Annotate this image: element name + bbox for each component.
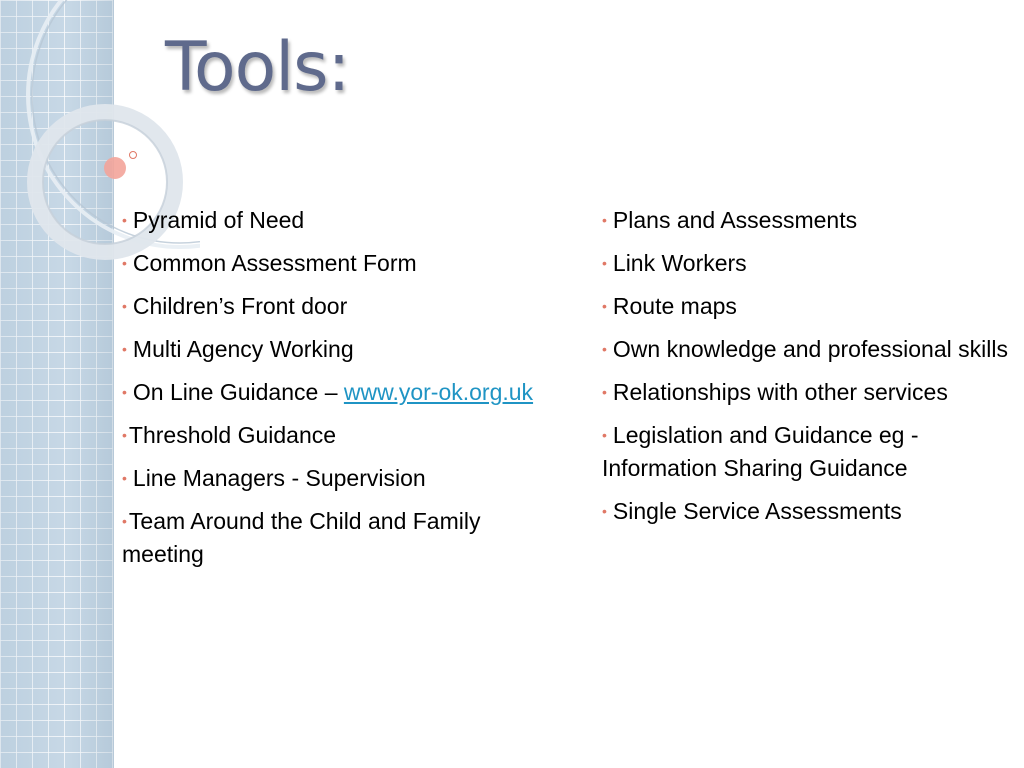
list-item bbox=[602, 204, 1012, 237]
item-text: Line Managers - Supervision bbox=[132, 465, 426, 491]
list-item bbox=[602, 290, 1012, 323]
item-text: Team Around the Child and Family meeting bbox=[122, 508, 481, 567]
list-item bbox=[122, 462, 602, 495]
bullet-icon: • bbox=[122, 212, 127, 228]
yor-ok-link[interactable]: www.yor-ok.org.uk bbox=[343, 379, 534, 405]
item-text: Link Workers bbox=[612, 250, 747, 276]
item-text: Plans and Assessments bbox=[612, 207, 858, 233]
item-text: Own knowledge and professional skills bbox=[612, 336, 1008, 362]
bullet-icon: • bbox=[122, 384, 127, 400]
bullet-icon: • bbox=[122, 513, 127, 529]
right-bullet-list bbox=[602, 204, 1012, 538]
left-bullet-list bbox=[122, 204, 602, 581]
list-item bbox=[122, 419, 602, 452]
item-text: Single Service Assessments bbox=[612, 498, 902, 524]
bullet-icon: • bbox=[602, 503, 607, 519]
list-item bbox=[602, 376, 1012, 409]
bullet-icon: • bbox=[602, 384, 607, 400]
bullet-icon: • bbox=[122, 427, 127, 443]
list-item bbox=[602, 247, 1012, 280]
slide-title: Tools: bbox=[165, 28, 350, 107]
bullet-icon: • bbox=[602, 255, 607, 271]
list-item bbox=[122, 290, 602, 323]
item-text: On Line Guidance – bbox=[132, 379, 344, 405]
bullet-icon: • bbox=[602, 341, 607, 357]
list-item bbox=[602, 495, 1012, 528]
bullet-icon: • bbox=[602, 212, 607, 228]
item-text: Pyramid of Need bbox=[132, 207, 305, 233]
bullet-icon: • bbox=[122, 341, 127, 357]
item-text: Legislation and Guidance eg - Information Sharing Guidance bbox=[602, 422, 919, 481]
item-text: Threshold Guidance bbox=[128, 422, 337, 448]
item-text: Children’s Front door bbox=[132, 293, 348, 319]
bullet-icon: • bbox=[602, 298, 607, 314]
coral-dot bbox=[104, 157, 126, 179]
item-text: Multi Agency Working bbox=[132, 336, 354, 362]
item-text: Route maps bbox=[612, 293, 737, 319]
tiny-ring-dot bbox=[130, 152, 137, 159]
list-item bbox=[602, 333, 1012, 366]
item-text: Relationships with other services bbox=[612, 379, 948, 405]
list-item bbox=[122, 204, 602, 237]
bullet-icon: • bbox=[122, 255, 127, 271]
list-item bbox=[122, 376, 602, 409]
list-item bbox=[122, 505, 552, 571]
list-item bbox=[122, 247, 602, 280]
list-item bbox=[122, 333, 602, 366]
bullet-icon: • bbox=[122, 470, 127, 486]
list-item bbox=[602, 419, 1012, 485]
bullet-icon: • bbox=[602, 427, 607, 443]
bullet-icon: • bbox=[122, 298, 127, 314]
item-text: Common Assessment Form bbox=[132, 250, 417, 276]
